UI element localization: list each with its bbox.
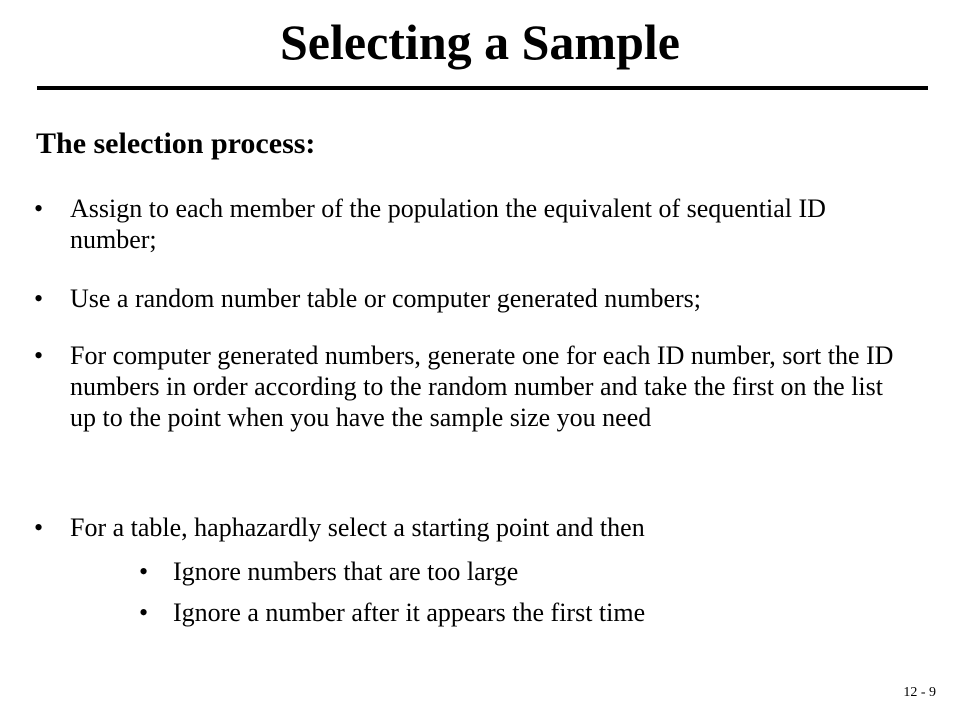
bullet-marker: • — [34, 341, 44, 370]
title-divider — [37, 86, 928, 90]
bullet-text: For a table, haphazardly select a starting point and then — [70, 513, 645, 542]
slide-number: 12 - 9 — [903, 685, 936, 700]
sub-bullet-marker: • — [139, 557, 149, 586]
bullet-marker: • — [34, 513, 44, 542]
sub-bullet-text: Ignore a number after it appears the first time — [173, 598, 646, 627]
bullet-marker: • — [34, 194, 44, 223]
sub-bullet-item — [139, 556, 899, 587]
bullet-text: Use a random number table or computer generated numbers; — [70, 284, 701, 313]
bullet-item — [34, 193, 894, 255]
sub-bullet-marker: • — [139, 598, 149, 627]
bullet-text: For computer generated numbers, generate one for each ID number, sort the ID numbers in order according to the random number and take the first on the list up to the point when you have the sample size you need — [70, 341, 894, 432]
bullet-item — [34, 340, 894, 433]
bullet-item — [34, 512, 894, 543]
section-heading: The selection process: — [36, 127, 316, 160]
bullet-text: Assign to each member of the population the equivalent of sequential ID number; — [70, 194, 826, 254]
bullet-item — [34, 283, 894, 314]
slide-title: Selecting a Sample — [280, 14, 680, 70]
sub-bullet-text: Ignore numbers that are too large — [173, 557, 519, 586]
bullet-marker: • — [34, 284, 44, 313]
sub-bullet-item — [139, 597, 899, 628]
